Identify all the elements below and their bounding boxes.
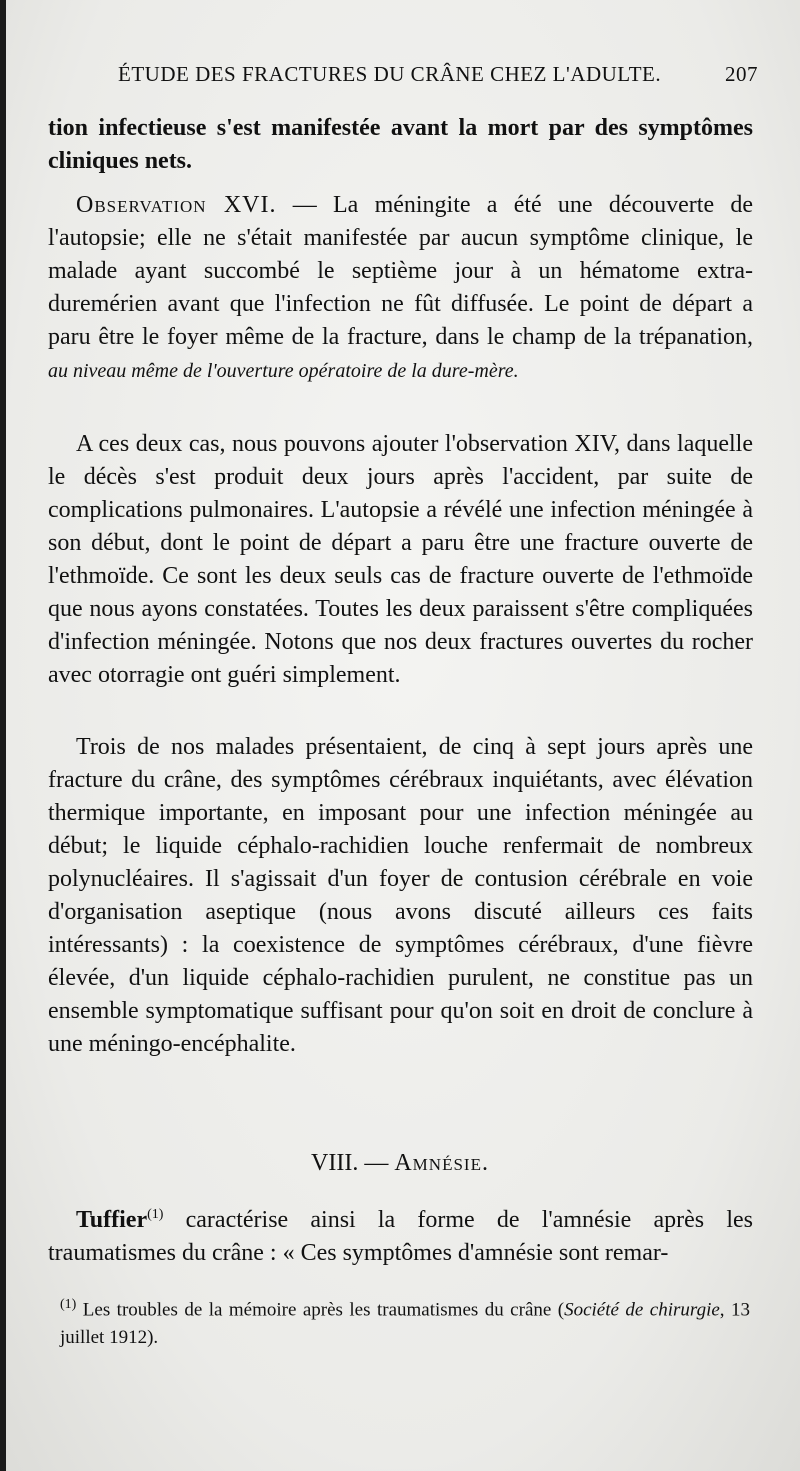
footnote-mark: (1): [60, 1297, 77, 1312]
footnote-date: , 13 juillet 1912).: [60, 1299, 750, 1349]
page-number: 207: [725, 62, 758, 86]
paragraph-1: tion infectieuse s'est manifestée avant la mort par des symptômes cliniques nets.: [48, 115, 753, 174]
section-heading: [0, 1150, 800, 1177]
observation-label: Observation XVI.: [76, 192, 277, 218]
observation-body: La méningite a été une découverte de l'autopsie; elle ne s'était manifestée par aucun symptôme clinique, le malade ayant succombé le septième jour à un hématome extra-duremérien avant que l'infection ne fût diffusée. Le point de départ a paru être le foyer même de la fracture, dans le champ de la trépanation,: [48, 192, 753, 350]
page-edge-shadow: [0, 0, 6, 1471]
running-header: [110, 62, 760, 92]
observation-dash: —: [276, 192, 333, 218]
paragraph-2: A ces deux cas, nous pouvons ajouter l'observation XIV, dans laquelle le décès s'est produit deux jours après l'accident, par suite de complications pulmonaires. L'autopsie a révélé une infection méningée à son début, dont le point de départ a paru être une fracture ouverte de l'ethmoïde. Ce sont les deux seuls cas de fracture ouverte de l'ethmoïde que nous ayons constatées. Toutes les deux paraissent s'être compliquées d'infection méningée. Notons que nos deux fractures ouvertes du rocher avec otorragie ont guéri simplement.: [48, 431, 753, 688]
paragraph-3-block: [48, 731, 753, 1061]
footnote-text: Les troubles de la mémoire après les traumatismes du crâne (: [76, 1299, 565, 1321]
paragraph-continuation: [48, 112, 753, 178]
footnote-italic: Société de chirurgie: [564, 1299, 720, 1321]
paragraph-3: Trois de nos malades présentaient, de cinq à sept jours après une fracture du crâne, des symptômes cérébraux inquiétants, avec élévation thermique importante, en imposant pour une infection méningée au début; le liquide céphalo-rachidien louche renfermait de nombreux polynucléaires. Il s'agissait d'un foyer de contusion cérébrale en voie d'organisation aseptique (nous avons discuté ailleurs ces faits intéressants) : la coexistence de symptômes cérébraux, d'une fièvre élevée, d'un liquide céphalo-rachidien purulent, ne constitue pas un ensemble symptomatique suffisant pour qu'on soit en droit de conclure à une méningo-encéphalite.: [48, 734, 753, 1057]
paragraph-2-block: [48, 428, 753, 692]
observation-paragraph: [48, 189, 753, 388]
section-number: VIII.: [311, 1150, 359, 1176]
footnote: [60, 1291, 750, 1352]
section-dash: —: [358, 1150, 395, 1176]
paragraph-4-text: caractérise ainsi la forme de l'amnésie après les traumatismes du crâne : « Ces symptômes d'amnésie sont remar-: [48, 1207, 753, 1266]
observation-block: [48, 189, 753, 388]
observation-italic: au niveau même de l'ouverture opératoire de la dure-mère.: [48, 360, 519, 382]
paragraph-4-block: [48, 1198, 753, 1270]
paragraph-4: [48, 1198, 753, 1270]
footnote-reference: (1): [147, 1207, 164, 1222]
author-name: Tuffier: [76, 1207, 148, 1233]
running-title: ÉTUDE DES FRACTURES DU CRÂNE CHEZ L'ADULTE.: [118, 62, 662, 86]
section-title: Amnésie.: [394, 1150, 489, 1176]
